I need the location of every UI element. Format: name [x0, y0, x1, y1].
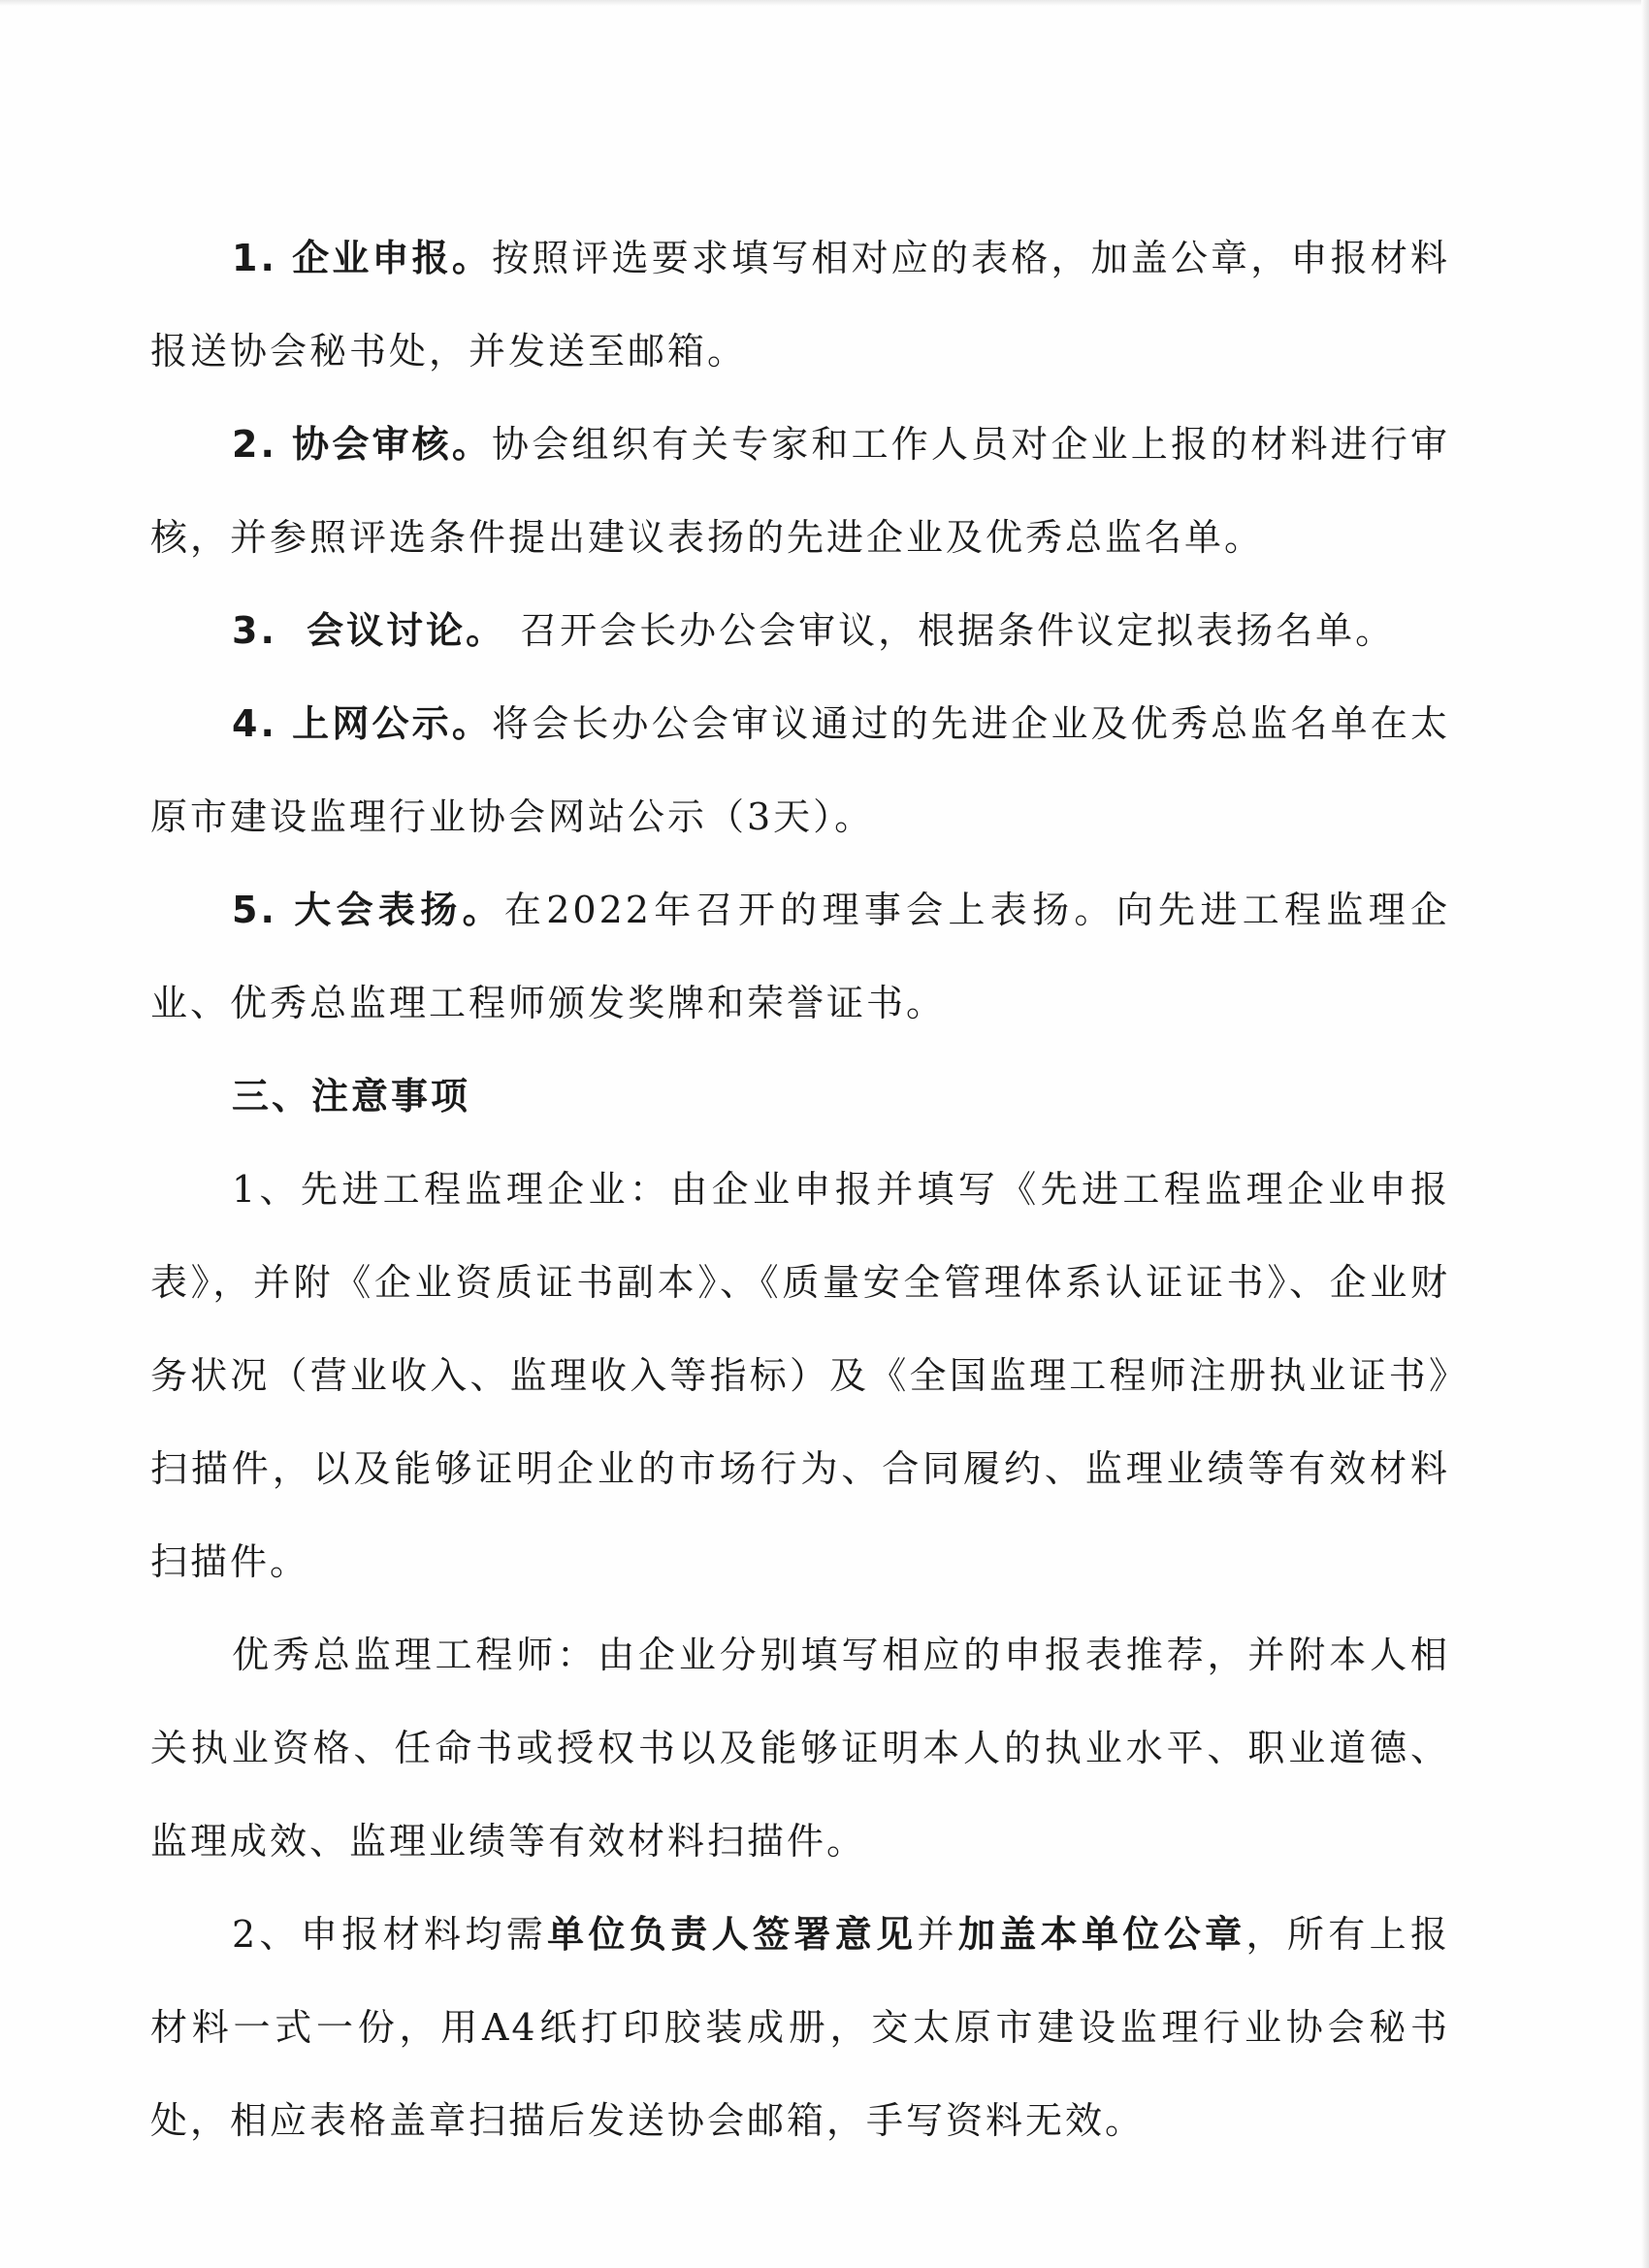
- step-paragraph: [150, 863, 1450, 1050]
- notice-item-1: 1、先进工程监理企业：由企业申报并填写《先进工程监理企业申报表》，并附《企业资质证书副本》、《质量安全管理体系认证证书》、企业财务状况（营业收入、监理收入等指标）及《全国监理工程师注册执业证书》扫描件，以及能够证明企业的市场行为、合同履约、监理业绩等有效材料扫描件。: [150, 1168, 1450, 1583]
- step-paragraph: [150, 584, 1450, 677]
- step-text: 协会组织有关专家和工作人员对企业上报的材料进行审核，并参照评选条件提出建议表扬的先进企业及优秀总监名单。: [150, 423, 1450, 559]
- step-label: 企业申报。: [292, 237, 493, 279]
- notice-item-2-mid: 并: [917, 1913, 958, 1956]
- step-paragraph: [150, 211, 1450, 398]
- step-number: 3.: [232, 609, 277, 652]
- step-number: 2.: [232, 423, 277, 466]
- step-text: 召开会长办公会审议，根据条件议定拟表扬名单。: [520, 609, 1396, 652]
- step-label: 会议讨论。: [307, 609, 506, 652]
- scan-edge-right: [1641, 0, 1649, 2268]
- step-number: 4.: [232, 702, 277, 745]
- step-label: 协会审核。: [292, 423, 493, 466]
- step-number: 5.: [232, 889, 277, 931]
- step-number: 1.: [232, 237, 277, 279]
- scan-edge-top: [0, 0, 1649, 6]
- step-paragraph: [150, 398, 1450, 584]
- notice-item-2-prefix: 2、申报材料均需: [232, 1913, 548, 1956]
- notice-item-2-bold-seal: 加盖本单位公章: [957, 1913, 1246, 1956]
- step-text: 在2022年召开的理事会上表扬。向先进工程监理企业、优秀总监理工程师颁发奖牌和荣誉证书。: [150, 889, 1450, 1024]
- step-text: 按照评选要求填写相对应的表格，加盖公章，申报材料报送协会秘书处，并发送至邮箱。: [150, 237, 1450, 373]
- notice-item-2-bold-signature: 单位负责人签署意见: [547, 1913, 918, 1956]
- notice-item-2: [150, 1888, 1450, 2167]
- notice-item-1b: 优秀总监理工程师：由企业分别填写相应的申报表推荐，并附本人相关执业资格、任命书或授权书以及能够证明本人的执业水平、职业道德、监理成效、监理业绩等有效材料扫描件。: [150, 1634, 1450, 1863]
- step-label: 上网公示。: [292, 702, 493, 745]
- document-body: [150, 211, 1450, 2167]
- step-label: 大会表扬。: [294, 889, 504, 931]
- section-heading: 三、注意事项: [232, 1075, 471, 1118]
- notice-item-2-suffix: ，所有上报材料一式一份，用A4纸打印胶装成册，交太原市建设监理行业协会秘书处，相应表格盖章扫描后发送协会邮箱，手写资料无效。: [150, 1913, 1450, 2142]
- step-paragraph: [150, 677, 1450, 863]
- step-text: 将会长办公会审议通过的先进企业及优秀总监名单在太原市建设监理行业协会网站公示（3天）。: [150, 702, 1450, 838]
